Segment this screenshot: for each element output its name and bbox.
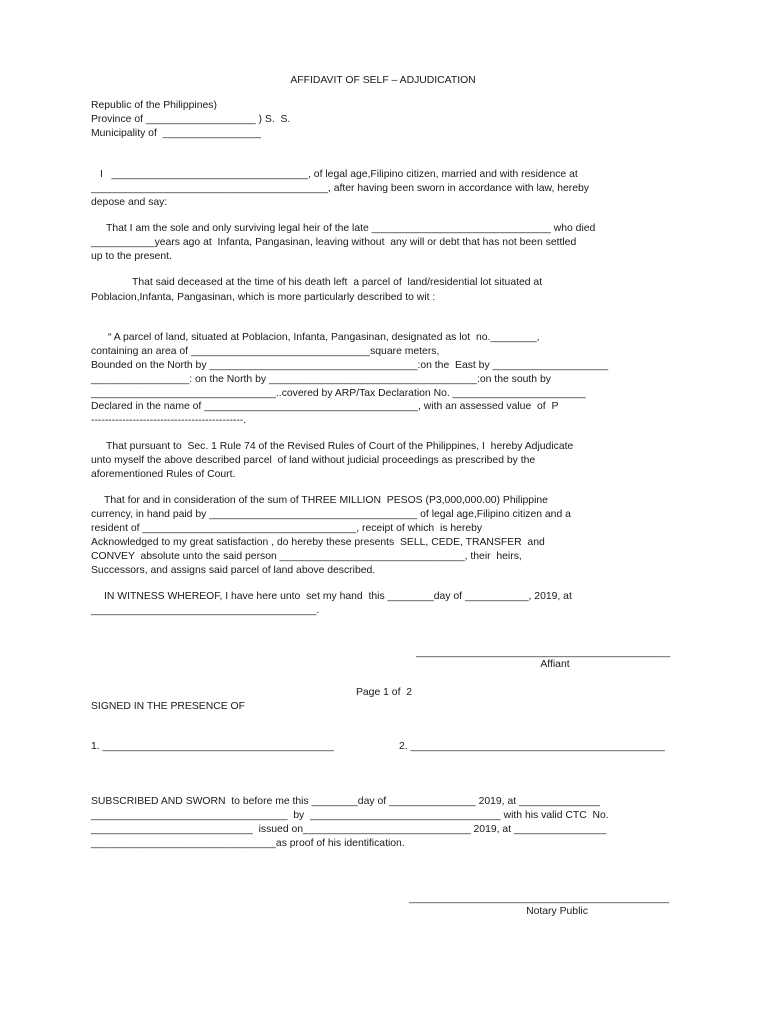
intro-line-3: depose and say: [91, 197, 168, 208]
adjudicate-line-3: aforementioned Rules of Court. [91, 469, 236, 480]
sale-line-1: That for and in consideration of the sum of THREE MILLION PESOS (P3,000,000.00) Philippine [104, 495, 548, 506]
adjudicate-line-2: unto myself the above described parcel of land without judicial proceedings as prescribed by the [91, 455, 536, 466]
sale-line-4: Acknowledged to my great satisfaction , do hereby these presents SELL, CEDE, TRANSFER and [91, 537, 545, 548]
parcel-line-5: ________________________________..covered by ARP/Tax Declaration No. _______________________ [91, 388, 586, 399]
page-number: Page 1 of 2 [355, 687, 413, 698]
witness-whereof-line-2: _______________________________________. [91, 605, 320, 616]
deceased-line-2: Poblacion,Infanta, Pangasinan, which is more particularly described to wit : [91, 292, 436, 303]
notary-signature-line: _____________________________________________ [409, 893, 670, 904]
venue-line-municipality: Municipality of _________________ [91, 128, 261, 139]
jurat-line-4: ________________________________as proof of his identification. [91, 838, 405, 849]
sale-line-2: currency, in hand paid by ____________________________________ of legal age,Filipino citizen and a [91, 509, 571, 520]
affiant-signature-line: ____________________________________________ [416, 647, 671, 658]
parcel-line-1: “ A parcel of land, situated at Poblacion, Infanta, Pangasinan, designated as lot no.________, [108, 332, 540, 343]
jurat-line-2: __________________________________ by _________________________________ with his valid CTC No. [91, 810, 609, 821]
document-title: AFFIDAVIT OF SELF – ADJUDICATION [290, 75, 476, 86]
jurat-line-3: ____________________________ issued on_____________________________ 2019, at ________________ [91, 824, 607, 835]
witness-1-line: 1. ________________________________________ [91, 741, 334, 752]
signed-in-presence-label: SIGNED IN THE PRESENCE OF [91, 701, 245, 712]
intro-line-1: I __________________________________, of legal age,Filipino citizen, married and with residence at [100, 169, 578, 180]
notary-public-label: Notary Public [526, 906, 588, 917]
jurat-line-1: SUBSCRIBED AND SWORN to before me this ________day of _______________ 2019, at ______________ [91, 796, 600, 807]
venue-line-province: Province of ___________________ ) S. S. [91, 114, 291, 125]
sale-line-5: CONVEY absolute unto the said person ________________________________, their heirs, [91, 551, 522, 562]
heir-line-2: ___________years ago at Infanta, Pangasinan, leaving without any will or debt that has not been settled [91, 237, 577, 248]
sale-line-3: resident of _____________________________________, receipt of which is hereby [91, 523, 483, 534]
parcel-line-3: Bounded on the North by ____________________________________:on the East by ____________________ [91, 360, 609, 371]
heir-line-3: up to the present. [91, 251, 172, 262]
witness-2-line: 2. ____________________________________________ [399, 741, 665, 752]
parcel-line-6: Declared in the name of _____________________________________, with an assessed value of P [91, 401, 559, 412]
affiant-label: Affiant [540, 659, 570, 670]
deceased-line-1: That said deceased at the time of his death left a parcel of land/residential lot situated at [132, 277, 543, 288]
parcel-line-4: _________________: on the North by ____________________________________:on the south by [91, 374, 551, 385]
parcel-line-2: containing an area of _______________________________square meters, [91, 346, 440, 357]
witness-whereof-line-1: IN WITNESS WHEREOF, I have here unto set my hand this ________day of ___________, 2019, at [104, 591, 572, 602]
adjudicate-line-1: That pursuant to Sec. 1 Rule 74 of the Revised Rules of Court of the Philippines, I hereby Adjudicate [106, 441, 574, 452]
intro-line-2: _________________________________________, after having been sworn in accordance with law, hereby [91, 183, 589, 194]
parcel-line-7: --------------------------------------------. [91, 415, 247, 426]
sale-line-6: Successors, and assigns said parcel of land above described. [91, 565, 376, 576]
heir-line-1: That I am the sole and only surviving legal heir of the late _______________________________ who died [106, 223, 596, 234]
venue-line-republic: Republic of the Philippines) [91, 100, 217, 111]
